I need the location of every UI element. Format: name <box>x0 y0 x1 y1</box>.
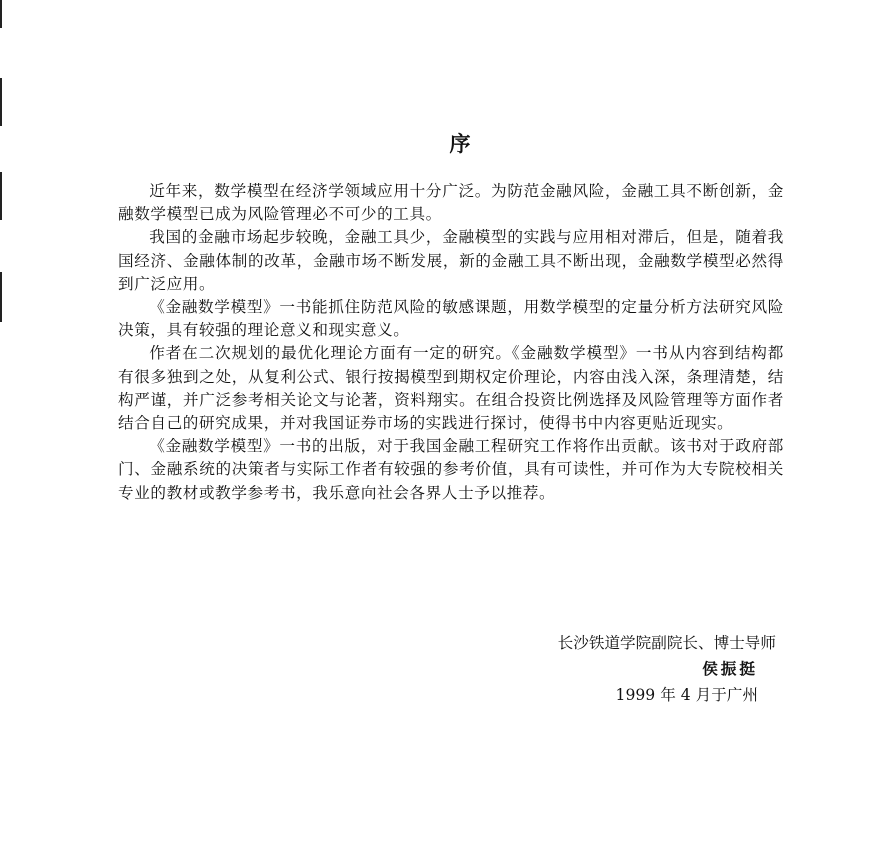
paragraph: 《金融数学模型》一书能抓住防范风险的敏感课题，用数学模型的定量分析方法研究风险决策，具有较强的理论意义和现实意义。 <box>118 298 784 340</box>
signature-date: 1999 年 4 月于广州 <box>615 686 758 704</box>
paragraph: 《金融数学模型》一书的出版，对于我国金融工程研究工作将作出贡献。该书对于政府部门、金融系统的决策者与实际工作者有较强的参考价值，具有可读性，并可作为大专院校相关专业的教材或教学参考书，我乐意向社会各界人士予以推荐。 <box>118 437 784 502</box>
preface-body <box>118 180 784 505</box>
scan-edge-mark <box>0 172 2 220</box>
preface-title: 序 <box>449 131 473 156</box>
signature-affiliation: 长沙铁道学院副院长、博士导师 <box>557 634 776 652</box>
paragraph: 我国的金融市场起步较晚，金融工具少，金融模型的实践与应用相对滞后，但是，随着我国经济、金融体制的改革，金融市场不断发展，新的金融工具不断出现，金融数学模型必然得到广泛应用。 <box>118 228 784 293</box>
paragraph: 近年来，数学模型在经济学领域应用十分广泛。为防范金融风险，金融工具不断创新，金融数学模型已成为风险管理必不可少的工具。 <box>118 182 784 224</box>
scan-edge-mark <box>0 0 2 28</box>
preface-page <box>118 128 784 704</box>
scan-edge-mark <box>0 78 2 126</box>
signature-name: 侯振挺 <box>702 659 758 678</box>
paragraph: 作者在二次规划的最优化理论方面有一定的研究。《金融数学模型》一书从内容到结构都有很多独到之处，从复利公式、银行按揭模型到期权定价理论，内容由浅入深，条理清楚，结构严谨，并广泛参考相关论文与论著，资料翔实。在组合投资比例选择及风险管理等方面作者结合自己的研究成果，并对我国证券市场的实践进行探讨，使得书中内容更贴近现实。 <box>118 344 784 433</box>
scan-edge-mark <box>0 272 2 322</box>
